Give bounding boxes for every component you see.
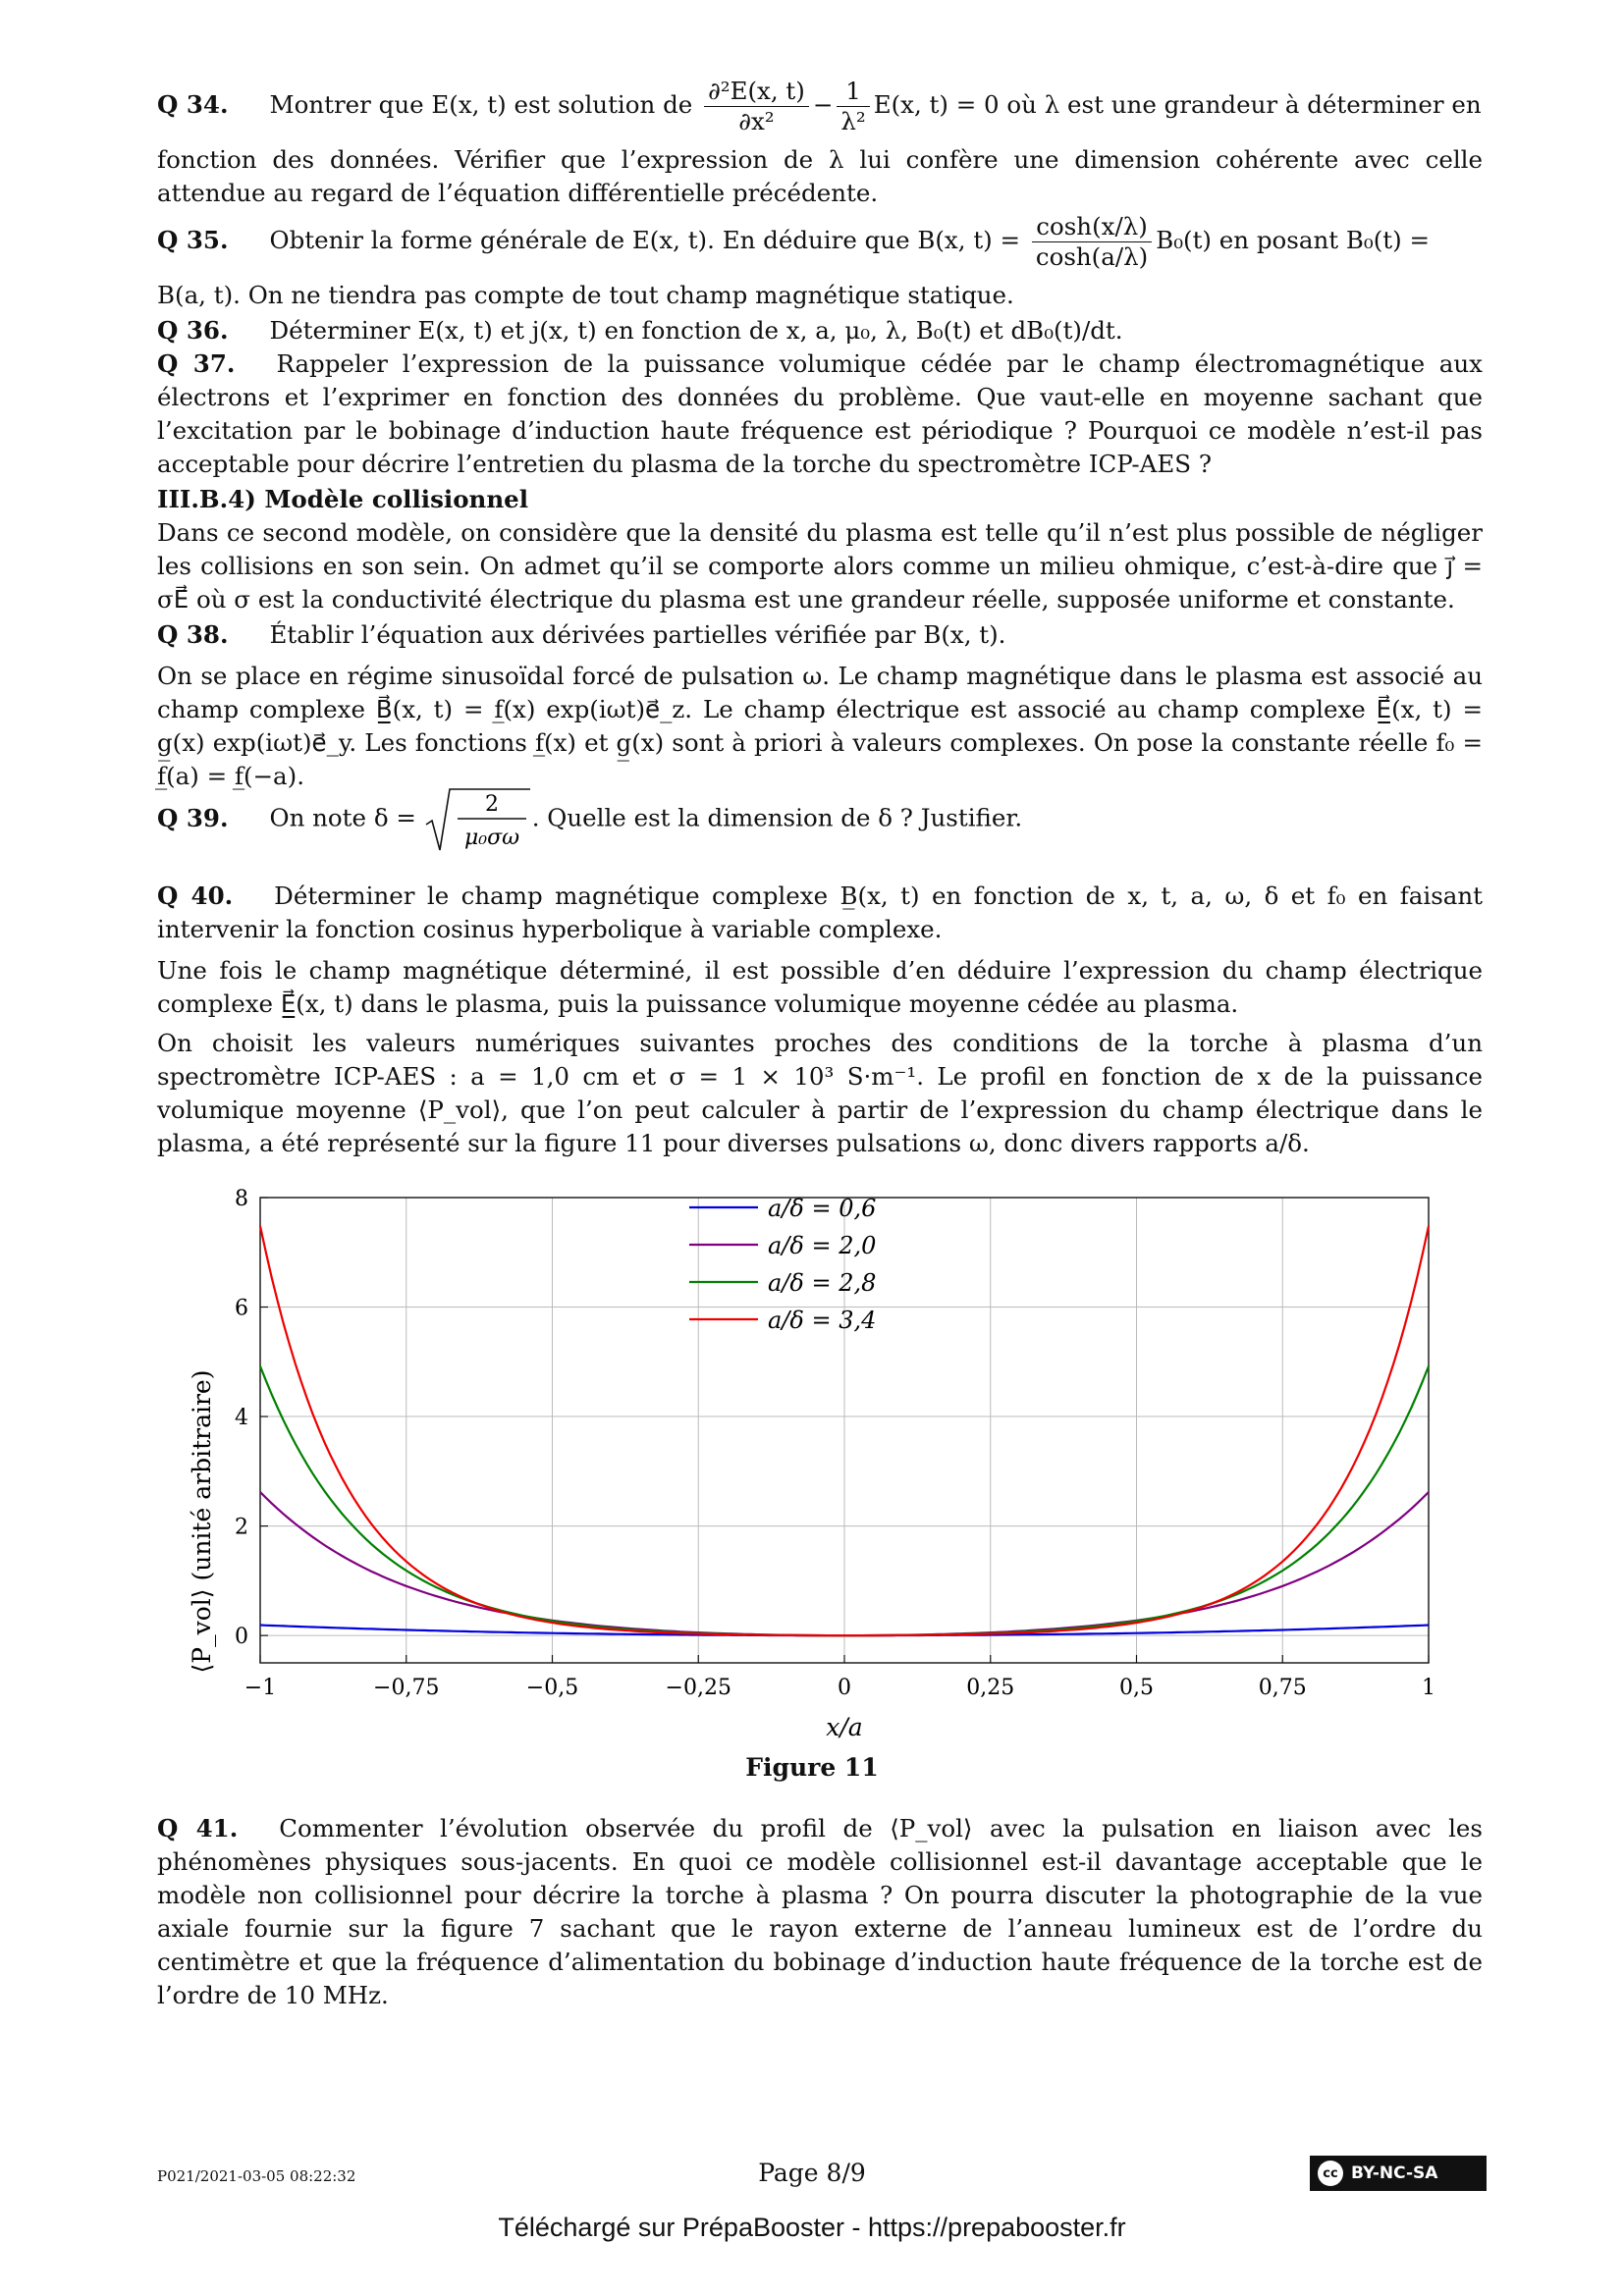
question-41: Q 41. Commenter l’évolution observée du profil de ⟨P_vol⟩ avec la pulsation en liaison avec les phénomènes physiques sous-jacents. En quoi ce modèle collisionnel est-il davantage acceptable que le modèle non collisionnel pour décrire la torche à plasma ? On pourra discuter la photographie de la vue axiale fournie sur la figure 7 sachant que le rayon externe de l’anneau lumineux est de l’ordre du centimètre et que la fréquence d’alimentation du bobinage d’induction haute fréquence de la torche est de l’ordre de 10 MHz.: [157, 1814, 1483, 2009]
x-tick-label: 1: [1422, 1676, 1435, 1700]
y-tick-label: 4: [235, 1406, 248, 1431]
y-tick-label: 6: [235, 1296, 248, 1321]
document-id: P021/2021-03-05 08:22:32: [157, 2167, 356, 2185]
question-35-continued: B(a, t). On ne tiendra pas compte de tout champ magnétique statique.: [157, 281, 1014, 309]
question-37: Q 37. Rappeler l’expression de la puissance volumique cédée par le champ électromagnétique aux électrons et l’exprimer en fonction des données du problème. Que vaut-elle en moyenne sachant que l’excitation par le bobinage d’induction haute fréquence est périodique ? Pourquoi ce modèle n’est-il pas acceptable pour décrire l’entretien du plasma de la torche du spectromètre ICP-AES ?: [157, 349, 1483, 478]
x-axis-label: x/a: [826, 1713, 863, 1741]
figure-11-chart: [187, 1178, 1492, 1767]
x-tick-label: 0,25: [966, 1676, 1015, 1700]
x-tick-label: −0,25: [665, 1676, 731, 1700]
cc-icon: cc: [1318, 2161, 1343, 2186]
question-39: Q 39. On note δ = 2 μ₀σω . Quelle est la dimension de δ ? Justifier.: [157, 785, 1483, 854]
y-axis-label: ⟨P_vol⟩ (unité arbitraire): [188, 1369, 216, 1674]
download-notice: Téléchargé sur PrépaBooster - https://prepabooster.fr: [498, 2213, 1126, 2242]
values-paragraph: On choisit les valeurs numériques suivantes proches des conditions de la torche à plasma d’un spectromètre ICP-AES : a = 1,0 cm et σ = 1 × 10³ S·m⁻¹. Le profil en fonction de x de la puissance volumique moyenne ⟨P_vol⟩, que l’on peut calculer à partir de l’expression du champ électrique dans le plasma, a été représenté sur la figure 11 pour diverses pulsations ω, donc divers rapports a/δ.: [157, 1029, 1483, 1157]
license-badge: [1310, 2156, 1487, 2191]
legend-label: a/δ = 0,6: [768, 1195, 877, 1222]
regime-paragraph: On se place en régime sinusoïdal forcé de pulsation ω. Le champ magnétique dans le plasma est associé au champ complexe B̲⃗(x, t) = f̲(x) exp(iωt)e⃗_z. Le champ électrique est associé au champ complexe E̲⃗(x, t) = g̲(x) exp(iωt)e⃗_y. Les fonctions f̲(x) et g̲(x) sont à priori à valeurs complexes. On pose la constante réelle f₀ = f̲(a) = f̲(−a).: [157, 662, 1483, 790]
license-label: BY-NC-SA: [1351, 2163, 1438, 2183]
svg-text:2: 2: [484, 792, 499, 817]
x-tick-label: 0,5: [1119, 1676, 1154, 1700]
question-38: Q 38. Établir l’équation aux dérivées partielles vérifiée par B(x, t).: [157, 620, 1006, 649]
question-34-continued: fonction des données. Vérifier que l’expression de λ lui confère une dimension cohérente avec celle attendue au regard de l’équation différentielle précédente.: [157, 145, 1483, 207]
x-tick-label: −0,75: [373, 1676, 440, 1700]
figure-caption: Figure 11: [745, 1753, 879, 1782]
legend-label: a/δ = 2,0: [768, 1232, 877, 1259]
x-tick-label: 0: [838, 1676, 851, 1700]
section-intro: Dans ce second modèle, on considère que la densité du plasma est telle qu’il n’est plus possible de négliger les collisions en son sein. On admet qu’il se comporte alors comme un milieu ohmique, c’est-à-dire que j⃗ = σE⃗ où σ est la conductivité électrique du plasma est une grandeur réelle, supposée uniforme et constante.: [157, 518, 1483, 614]
fraction: $\frac{\text{∂²E(x, t)}}{\text{∂x²}}$: [704, 77, 809, 136]
x-tick-label: −1: [244, 1676, 277, 1700]
chart-svg: [187, 1178, 1492, 1767]
x-tick-label: −0,5: [525, 1676, 579, 1700]
after-q40-paragraph: Une fois le champ magnétique déterminé, il est possible d’en déduire l’expression du champ électrique complexe E̲⃗(x, t) dans le plasma, puis la puissance volumique moyenne cédée au plasma.: [157, 956, 1483, 1018]
y-tick-label: 2: [235, 1515, 248, 1540]
page-number: Page 8/9: [758, 2159, 866, 2187]
x-tick-label: 0,75: [1258, 1676, 1307, 1700]
svg-text:μ₀σω: μ₀σω: [463, 826, 519, 850]
legend-label: a/δ = 2,8: [768, 1269, 877, 1297]
y-tick-label: 8: [235, 1187, 248, 1211]
fraction: $\frac{1}{\text{λ²}}$: [837, 77, 869, 136]
y-tick-label: 0: [235, 1625, 248, 1650]
chart-ticks: [235, 1187, 1435, 1700]
legend-label: a/δ = 3,4: [768, 1307, 877, 1334]
chart-legend: [689, 1195, 876, 1334]
fraction: $\frac{\cosh(x/\lambda)}{\cosh(a/\lambda)}$: [1032, 212, 1152, 272]
section-title: III.B.4) Modèle collisionnel: [157, 485, 529, 513]
chart-grid: [260, 1198, 1429, 1663]
question-35: Q 35. Obtenir la forme générale de E(x, t). En déduire que B(x, t) = $\frac{\cosh(x/\lambda)}{\cosh(a/\lambda)}$ B₀(t) en posant B₀(t) =: [157, 212, 1430, 271]
question-40: Q 40. Déterminer le champ magnétique complexe B̲(x, t) en fonction de x, t, a, ω, δ et f₀ en faisant intervenir la fonction cosinus hyperbolique à variable complexe.: [157, 881, 1484, 943]
square-root: [424, 785, 532, 854]
question-36: Q 36. Déterminer E(x, t) et j(x, t) en fonction de x, a, μ₀, λ, B₀(t) et dB₀(t)/dt.: [157, 316, 1123, 345]
question-34: Q 34. Montrer que E(x, t) est solution de $\frac{\text{∂²E(x, t)}}{\text{∂x²}}$ − $\frac{1}{\text{λ²}}$ E(x, t) = 0 où λ est une grandeur à déterminer en: [157, 77, 1482, 135]
question-label: Q 34.: [157, 90, 229, 119]
